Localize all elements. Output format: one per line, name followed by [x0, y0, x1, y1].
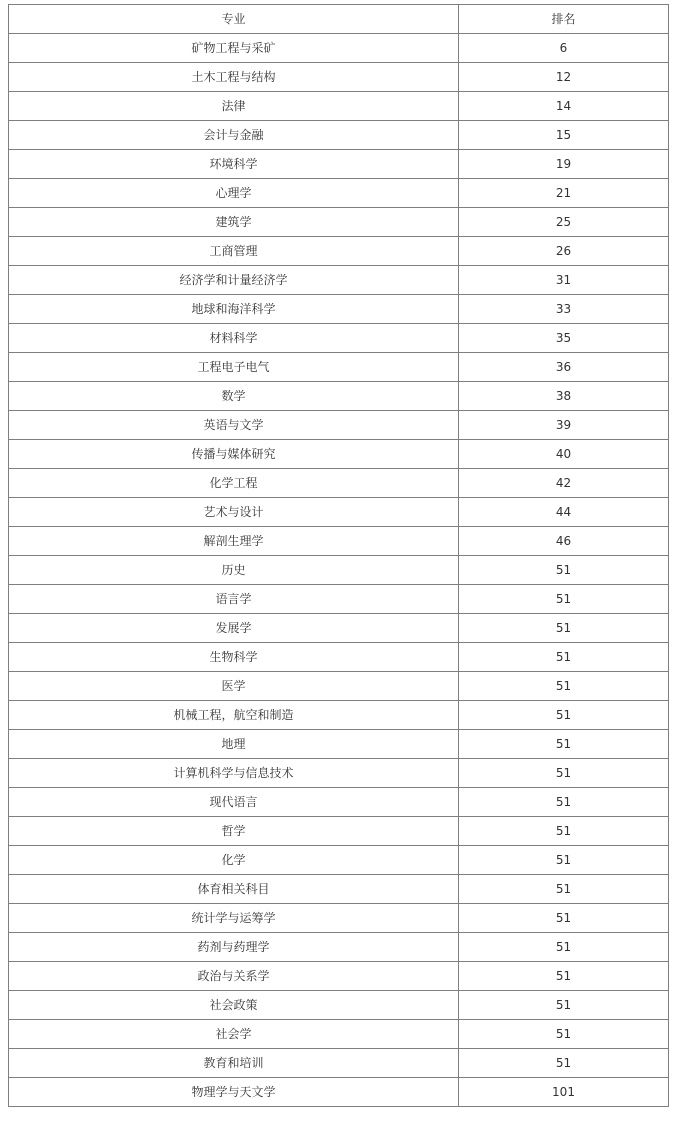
- cell-rank: 35: [459, 324, 669, 353]
- cell-major: 化学: [9, 846, 459, 875]
- table-row: [9, 701, 669, 730]
- table-row: [9, 353, 669, 382]
- cell-major: 心理学: [9, 179, 459, 208]
- cell-major: 艺术与设计: [9, 498, 459, 527]
- table-row: [9, 150, 669, 179]
- cell-rank: 14: [459, 92, 669, 121]
- table-row: [9, 614, 669, 643]
- cell-major: 医学: [9, 672, 459, 701]
- cell-major: 工程电子电气: [9, 353, 459, 382]
- cell-major: 生物科学: [9, 643, 459, 672]
- table-header-row: [9, 5, 669, 34]
- cell-rank: 44: [459, 498, 669, 527]
- cell-major: 政治与关系学: [9, 962, 459, 991]
- cell-major: 计算机科学与信息技术: [9, 759, 459, 788]
- table-row: [9, 237, 669, 266]
- cell-major: 传播与媒体研究: [9, 440, 459, 469]
- cell-rank: 51: [459, 730, 669, 759]
- table-row: [9, 585, 669, 614]
- table-row: [9, 527, 669, 556]
- cell-rank: 51: [459, 1049, 669, 1078]
- table-row: [9, 759, 669, 788]
- ranking-table: [8, 4, 669, 1107]
- cell-major: 建筑学: [9, 208, 459, 237]
- table-row: [9, 643, 669, 672]
- cell-major: 材料科学: [9, 324, 459, 353]
- cell-major: 英语与文学: [9, 411, 459, 440]
- cell-rank: 6: [459, 34, 669, 63]
- cell-major: 矿物工程与采矿: [9, 34, 459, 63]
- table-row: [9, 266, 669, 295]
- table-row: [9, 875, 669, 904]
- table-row: [9, 469, 669, 498]
- cell-rank: 26: [459, 237, 669, 266]
- table-row: [9, 382, 669, 411]
- cell-rank: 51: [459, 788, 669, 817]
- cell-major: 语言学: [9, 585, 459, 614]
- table-row: [9, 672, 669, 701]
- table-row: [9, 962, 669, 991]
- cell-major: 统计学与运筹学: [9, 904, 459, 933]
- cell-rank: 51: [459, 933, 669, 962]
- header-major: 专业: [9, 5, 459, 34]
- cell-rank: 21: [459, 179, 669, 208]
- cell-rank: 38: [459, 382, 669, 411]
- cell-major: 哲学: [9, 817, 459, 846]
- table-row: [9, 440, 669, 469]
- table-row: [9, 34, 669, 63]
- cell-rank: 51: [459, 701, 669, 730]
- cell-major: 体育相关科目: [9, 875, 459, 904]
- cell-major: 经济学和计量经济学: [9, 266, 459, 295]
- cell-rank: 51: [459, 846, 669, 875]
- cell-rank: 51: [459, 875, 669, 904]
- cell-rank: 101: [459, 1078, 669, 1107]
- cell-major: 环境科学: [9, 150, 459, 179]
- cell-major: 发展学: [9, 614, 459, 643]
- table-row: [9, 63, 669, 92]
- cell-major: 会计与金融: [9, 121, 459, 150]
- cell-rank: 51: [459, 672, 669, 701]
- cell-major: 教育和培训: [9, 1049, 459, 1078]
- table-row: [9, 933, 669, 962]
- cell-rank: 36: [459, 353, 669, 382]
- cell-major: 化学工程: [9, 469, 459, 498]
- cell-rank: 51: [459, 1020, 669, 1049]
- cell-rank: 19: [459, 150, 669, 179]
- table-row: [9, 411, 669, 440]
- cell-rank: 51: [459, 759, 669, 788]
- table-row: [9, 556, 669, 585]
- cell-major: 工商管理: [9, 237, 459, 266]
- cell-rank: 51: [459, 643, 669, 672]
- cell-major: 土木工程与结构: [9, 63, 459, 92]
- cell-rank: 12: [459, 63, 669, 92]
- table-row: [9, 788, 669, 817]
- table-row: [9, 991, 669, 1020]
- cell-major: 历史: [9, 556, 459, 585]
- cell-major: 地理: [9, 730, 459, 759]
- cell-rank: 51: [459, 991, 669, 1020]
- cell-rank: 31: [459, 266, 669, 295]
- table-row: [9, 1078, 669, 1107]
- cell-rank: 46: [459, 527, 669, 556]
- table-row: [9, 121, 669, 150]
- cell-rank: 51: [459, 585, 669, 614]
- table-row: [9, 295, 669, 324]
- cell-major: 现代语言: [9, 788, 459, 817]
- table-row: [9, 92, 669, 121]
- cell-rank: 42: [459, 469, 669, 498]
- cell-major: 数学: [9, 382, 459, 411]
- table-row: [9, 730, 669, 759]
- cell-rank: 39: [459, 411, 669, 440]
- cell-major: 机械工程，航空和制造: [9, 701, 459, 730]
- table-row: [9, 179, 669, 208]
- table-row: [9, 1020, 669, 1049]
- cell-rank: 51: [459, 817, 669, 846]
- table-row: [9, 846, 669, 875]
- cell-major: 法律: [9, 92, 459, 121]
- cell-rank: 51: [459, 614, 669, 643]
- cell-major: 地球和海洋科学: [9, 295, 459, 324]
- cell-rank: 51: [459, 556, 669, 585]
- table-row: [9, 208, 669, 237]
- cell-rank: 51: [459, 962, 669, 991]
- table-row: [9, 324, 669, 353]
- cell-major: 解剖生理学: [9, 527, 459, 556]
- cell-major: 社会学: [9, 1020, 459, 1049]
- cell-rank: 51: [459, 904, 669, 933]
- cell-major: 社会政策: [9, 991, 459, 1020]
- table-row: [9, 1049, 669, 1078]
- header-rank: 排名: [459, 5, 669, 34]
- table-row: [9, 498, 669, 527]
- table-body: [9, 34, 669, 1107]
- cell-rank: 40: [459, 440, 669, 469]
- cell-rank: 33: [459, 295, 669, 324]
- cell-rank: 25: [459, 208, 669, 237]
- table-row: [9, 817, 669, 846]
- ranking-table-container: [8, 4, 668, 1107]
- cell-major: 物理学与天文学: [9, 1078, 459, 1107]
- cell-major: 药剂与药理学: [9, 933, 459, 962]
- table-row: [9, 904, 669, 933]
- cell-rank: 15: [459, 121, 669, 150]
